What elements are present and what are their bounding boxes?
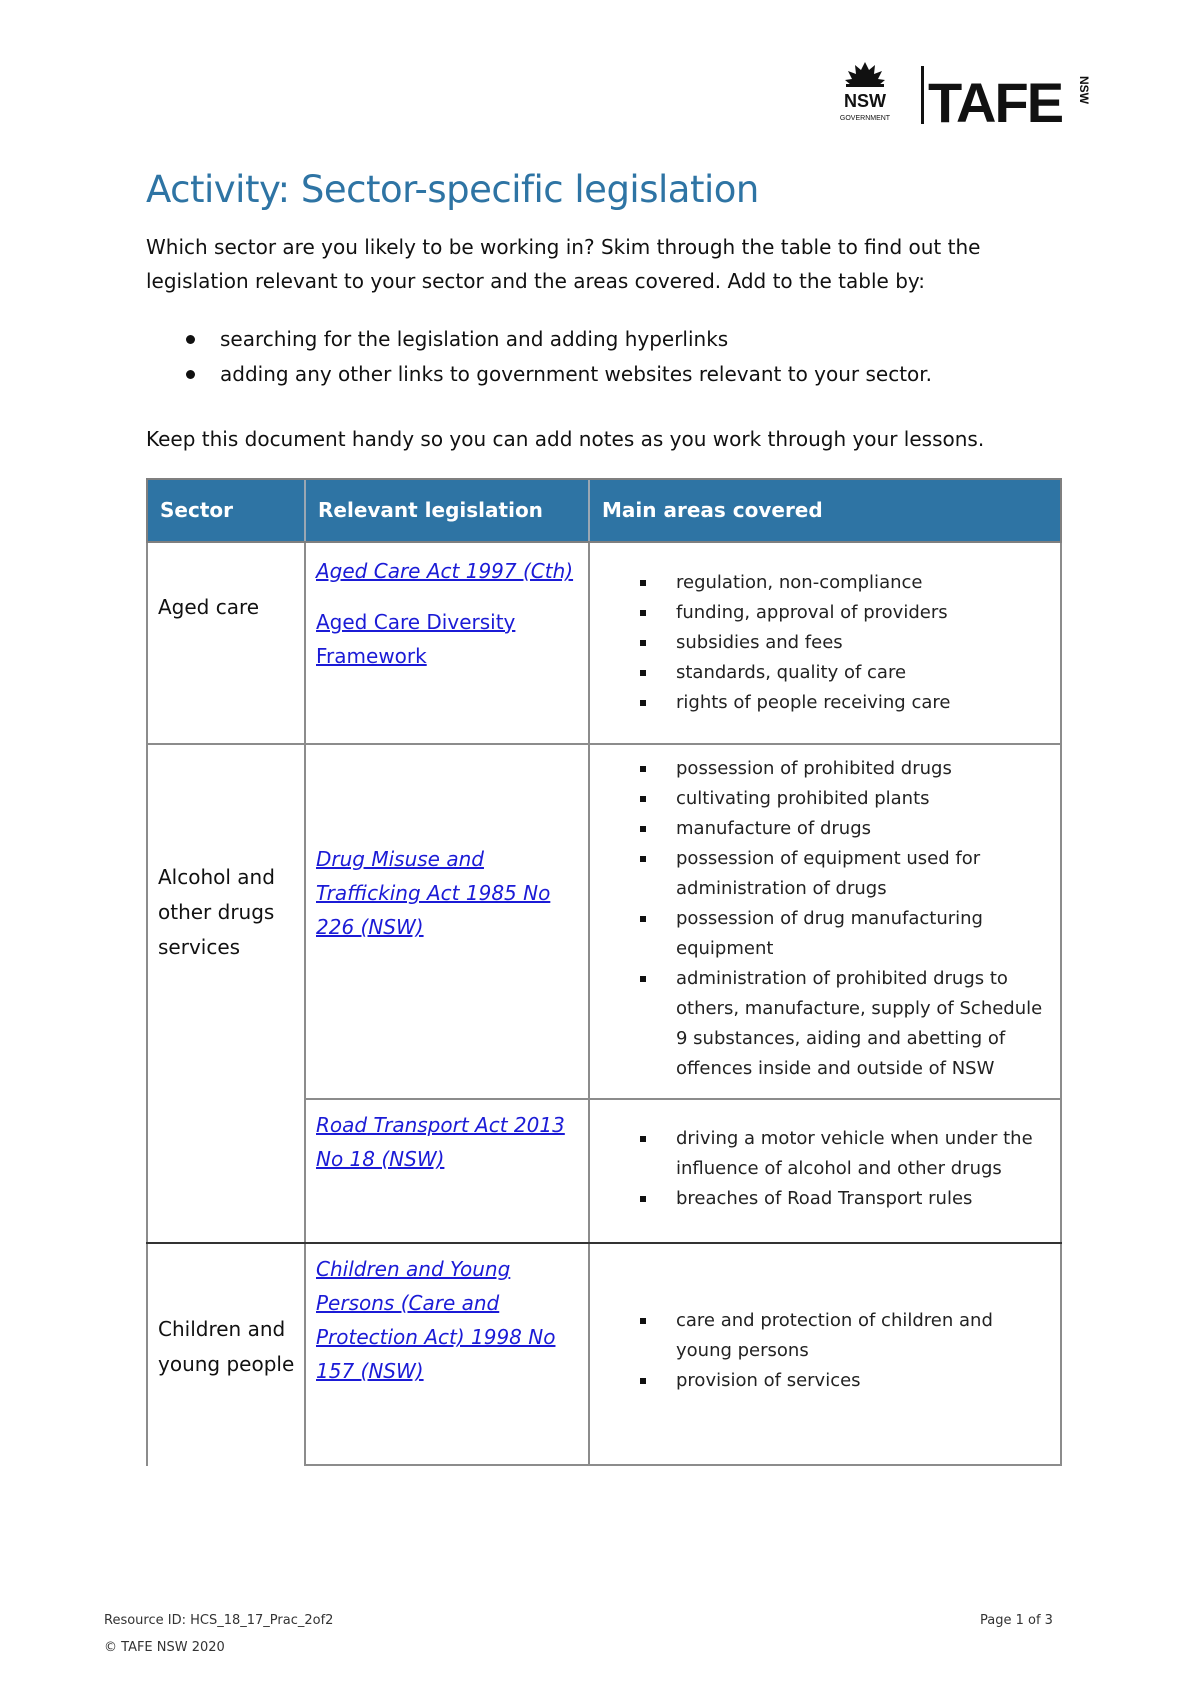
tafe-logo-side: NSW (1077, 76, 1091, 104)
list-item: manufacture of drugs (630, 814, 1050, 844)
nsw-logo-sub: GOVERNMENT (839, 115, 891, 122)
footer-left (104, 1607, 333, 1661)
table-border-right (1060, 543, 1062, 1465)
list-item: regulation, non-compliance (630, 568, 1050, 598)
bullet-icon (640, 580, 646, 586)
bullet-icon (640, 1196, 646, 1202)
areas-list (630, 1124, 1050, 1214)
header-areas: Main areas covered (602, 498, 823, 522)
list-item: possession of equipment used for administration of drugs (630, 844, 1050, 904)
aged-care-diversity-framework-link[interactable]: Aged Care Diversity Framework (316, 610, 516, 668)
list-item: rights of people receiving care (630, 688, 1050, 718)
table-border-left (146, 543, 148, 1466)
road-transport-act-link[interactable]: Road Transport Act 2013 No 18 (NSW) (316, 1113, 565, 1171)
legislation-table (146, 478, 1062, 1466)
page-title: Activity: Sector-specific legislation (146, 168, 759, 211)
sector-children-and-young-people: Children and young people (158, 1317, 295, 1376)
list-item: administration of prohibited drugs to others, manufacture, supply of Schedule 9 substances, aiding and abetting of offences inside and outside of NSW (630, 964, 1050, 1084)
instruction-list (176, 322, 932, 392)
legislation-cell (316, 554, 576, 673)
row-divider (304, 1098, 1062, 1100)
list-item: searching for the legislation and adding hyperlinks (176, 322, 932, 357)
column-divider (588, 543, 590, 1465)
legislation-cell (316, 1252, 566, 1388)
table-header-row (146, 478, 1062, 543)
tafe-nsw-logo (928, 70, 1098, 128)
bullet-icon (640, 1378, 646, 1384)
list-item: funding, approval of providers (630, 598, 1050, 628)
tafe-logo-text: TAFE (928, 71, 1063, 128)
sector-alcohol-and-other-drugs: Alcohol and other drugs services (158, 865, 275, 959)
nsw-logo-text: NSW (844, 91, 886, 111)
bullet-icon (640, 670, 646, 676)
bullet-icon (186, 370, 195, 379)
bullet-icon (640, 766, 646, 772)
page-number: Page 1 of 3 (980, 1613, 1053, 1628)
children-young-persons-act-link[interactable]: Children and Young Persons (Care and Protection Act) 1998 No 157 (NSW) (316, 1257, 556, 1383)
list-item: possession of prohibited drugs (630, 754, 1050, 784)
list-item: cultivating prohibited plants (630, 784, 1050, 814)
legislation-cell (316, 1108, 566, 1176)
areas-list (630, 1306, 1050, 1396)
list-item: provision of services (630, 1366, 1050, 1396)
list-item: breaches of Road Transport rules (630, 1184, 1050, 1214)
bullet-icon (640, 796, 646, 802)
aged-care-act-link[interactable]: Aged Care Act 1997 (Cth) (316, 559, 574, 583)
header-legislation: Relevant legislation (318, 498, 543, 522)
list-item: standards, quality of care (630, 658, 1050, 688)
bullet-icon (186, 335, 195, 344)
bullet-icon (640, 976, 646, 982)
list-item: driving a motor vehicle when under the influence of alcohol and other drugs (630, 1124, 1050, 1184)
list-item: care and protection of children and young persons (630, 1306, 1050, 1366)
sector-aged-care: Aged care (158, 595, 260, 619)
bullet-icon (640, 700, 646, 706)
keep-note: Keep this document handy so you can add notes as you work through your lessons. (146, 427, 985, 451)
legislation-cell (316, 842, 561, 944)
table-border-bottom (304, 1464, 1062, 1466)
list-item: adding any other links to government websites relevant to your sector. (176, 357, 932, 392)
nsw-government-logo (834, 60, 896, 126)
logo-divider (921, 66, 924, 124)
bullet-icon (640, 1136, 646, 1142)
areas-list (630, 754, 1050, 1084)
bullet-icon (640, 610, 646, 616)
bullet-icon (640, 916, 646, 922)
drug-misuse-act-link[interactable]: Drug Misuse and Trafficking Act 1985 No 226 (NSW) (316, 847, 551, 939)
header-sector: Sector (160, 498, 233, 522)
bullet-icon (640, 826, 646, 832)
list-item: possession of drug manufacturing equipment (630, 904, 1050, 964)
bullet-icon (640, 856, 646, 862)
intro-paragraph: Which sector are you likely to be working in? Skim through the table to find out the legislation relevant to your sector and the areas covered. Add to the table by: (146, 235, 981, 293)
row-divider (146, 743, 1062, 745)
resource-id: Resource ID: HCS_18_17_Prac_2of2 (104, 1613, 334, 1628)
row-divider (146, 1242, 1062, 1244)
bullet-icon (640, 640, 646, 646)
list-item: subsidies and fees (630, 628, 1050, 658)
bullet-icon (640, 1318, 646, 1324)
areas-list (630, 568, 1050, 718)
copyright: © TAFE NSW 2020 (104, 1640, 225, 1655)
